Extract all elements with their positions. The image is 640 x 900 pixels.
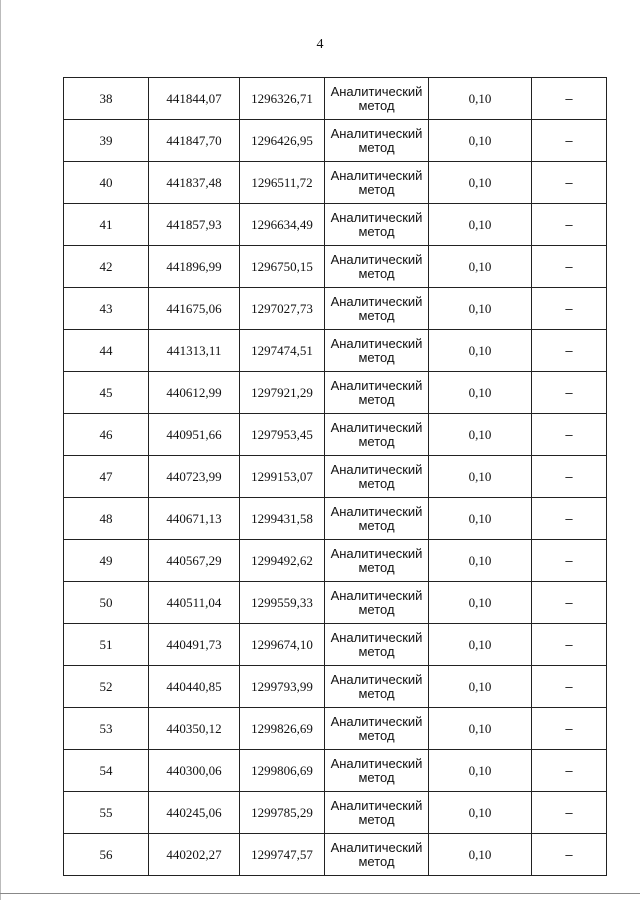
point-number-cell: 44 <box>64 330 149 372</box>
note-cell: – <box>532 120 607 162</box>
table-row <box>64 288 607 330</box>
note-cell: – <box>532 750 607 792</box>
method-cell <box>325 792 429 834</box>
note-cell: – <box>532 666 607 708</box>
x-coordinate-cell: 440202,27 <box>149 834 240 876</box>
note-cell: – <box>532 624 607 666</box>
y-coordinate-cell: 1299793,99 <box>240 666 325 708</box>
accuracy-cell: 0,10 <box>429 792 532 834</box>
method-line-2: метод <box>358 307 395 323</box>
y-coordinate-cell: 1299747,57 <box>240 834 325 876</box>
method-cell <box>325 498 429 540</box>
note-cell: – <box>532 204 607 246</box>
accuracy-cell: 0,10 <box>429 78 532 120</box>
accuracy-cell: 0,10 <box>429 834 532 876</box>
y-coordinate-cell: 1296750,15 <box>240 246 325 288</box>
table-row <box>64 666 607 708</box>
y-coordinate-cell: 1299826,69 <box>240 708 325 750</box>
method-line-2: метод <box>358 223 395 239</box>
y-coordinate-cell: 1299806,69 <box>240 750 325 792</box>
table-row <box>64 540 607 582</box>
method-cell <box>325 624 429 666</box>
note-cell: – <box>532 372 607 414</box>
table-row <box>64 372 607 414</box>
method-line-1: Аналитический <box>330 545 423 561</box>
x-coordinate-cell: 440300,06 <box>149 750 240 792</box>
method-cell <box>325 246 429 288</box>
method-line-2: метод <box>358 433 395 449</box>
y-coordinate-cell: 1296511,72 <box>240 162 325 204</box>
method-line-2: метод <box>358 349 395 365</box>
note-cell: – <box>532 582 607 624</box>
table-row <box>64 162 607 204</box>
table-row <box>64 624 607 666</box>
method-line-2: метод <box>358 139 395 155</box>
method-line-2: метод <box>358 643 395 659</box>
note-cell: – <box>532 330 607 372</box>
table-row <box>64 246 607 288</box>
y-coordinate-cell: 1299785,29 <box>240 792 325 834</box>
method-line-1: Аналитический <box>330 251 423 267</box>
x-coordinate-cell: 441837,48 <box>149 162 240 204</box>
method-cell <box>325 372 429 414</box>
method-line-2: метод <box>358 727 395 743</box>
table-row <box>64 456 607 498</box>
note-cell: – <box>532 708 607 750</box>
note-cell: – <box>532 162 607 204</box>
table-row <box>64 414 607 456</box>
y-coordinate-cell: 1299153,07 <box>240 456 325 498</box>
accuracy-cell: 0,10 <box>429 750 532 792</box>
x-coordinate-cell: 440612,99 <box>149 372 240 414</box>
scan-bottom-edge <box>0 893 640 894</box>
method-line-2: метод <box>358 685 395 701</box>
method-line-1: Аналитический <box>330 503 423 519</box>
point-number-cell: 55 <box>64 792 149 834</box>
x-coordinate-cell: 440567,29 <box>149 540 240 582</box>
note-cell: – <box>532 540 607 582</box>
method-line-2: метод <box>358 769 395 785</box>
y-coordinate-cell: 1299674,10 <box>240 624 325 666</box>
point-number-cell: 40 <box>64 162 149 204</box>
x-coordinate-cell: 440951,66 <box>149 414 240 456</box>
x-coordinate-cell: 440440,85 <box>149 666 240 708</box>
point-number-cell: 56 <box>64 834 149 876</box>
point-number-cell: 41 <box>64 204 149 246</box>
method-line-1: Аналитический <box>330 797 423 813</box>
note-cell: – <box>532 834 607 876</box>
x-coordinate-cell: 440491,73 <box>149 624 240 666</box>
note-cell: – <box>532 498 607 540</box>
method-cell <box>325 288 429 330</box>
table-row <box>64 330 607 372</box>
x-coordinate-cell: 440723,99 <box>149 456 240 498</box>
method-cell <box>325 708 429 750</box>
method-line-2: метод <box>358 517 395 533</box>
accuracy-cell: 0,10 <box>429 288 532 330</box>
accuracy-cell: 0,10 <box>429 456 532 498</box>
point-number-cell: 51 <box>64 624 149 666</box>
x-coordinate-cell: 441844,07 <box>149 78 240 120</box>
method-line-1: Аналитический <box>330 587 423 603</box>
method-line-2: метод <box>358 475 395 491</box>
point-number-cell: 42 <box>64 246 149 288</box>
note-cell: – <box>532 792 607 834</box>
method-line-1: Аналитический <box>330 377 423 393</box>
accuracy-cell: 0,10 <box>429 708 532 750</box>
method-line-2: метод <box>358 853 395 869</box>
table-row <box>64 204 607 246</box>
method-cell <box>325 414 429 456</box>
method-cell <box>325 330 429 372</box>
table-row <box>64 750 607 792</box>
y-coordinate-cell: 1297027,73 <box>240 288 325 330</box>
x-coordinate-cell: 441675,06 <box>149 288 240 330</box>
point-number-cell: 45 <box>64 372 149 414</box>
accuracy-cell: 0,10 <box>429 624 532 666</box>
method-cell <box>325 666 429 708</box>
coordinates-table <box>63 77 607 876</box>
method-line-1: Аналитический <box>330 167 423 183</box>
accuracy-cell: 0,10 <box>429 582 532 624</box>
x-coordinate-cell: 440245,06 <box>149 792 240 834</box>
method-line-2: метод <box>358 601 395 617</box>
method-cell <box>325 582 429 624</box>
point-number-cell: 52 <box>64 666 149 708</box>
point-number-cell: 43 <box>64 288 149 330</box>
method-line-1: Аналитический <box>330 629 423 645</box>
y-coordinate-cell: 1296634,49 <box>240 204 325 246</box>
accuracy-cell: 0,10 <box>429 162 532 204</box>
point-number-cell: 47 <box>64 456 149 498</box>
method-cell <box>325 456 429 498</box>
y-coordinate-cell: 1297474,51 <box>240 330 325 372</box>
point-number-cell: 39 <box>64 120 149 162</box>
x-coordinate-cell: 440350,12 <box>149 708 240 750</box>
method-line-1: Аналитический <box>330 335 423 351</box>
accuracy-cell: 0,10 <box>429 246 532 288</box>
accuracy-cell: 0,10 <box>429 414 532 456</box>
point-number-cell: 49 <box>64 540 149 582</box>
note-cell: – <box>532 246 607 288</box>
x-coordinate-cell: 441896,99 <box>149 246 240 288</box>
method-line-1: Аналитический <box>330 839 423 855</box>
x-coordinate-cell: 441857,93 <box>149 204 240 246</box>
y-coordinate-cell: 1296326,71 <box>240 78 325 120</box>
method-cell <box>325 78 429 120</box>
accuracy-cell: 0,10 <box>429 498 532 540</box>
method-line-1: Аналитический <box>330 125 423 141</box>
note-cell: – <box>532 78 607 120</box>
table-row <box>64 582 607 624</box>
y-coordinate-cell: 1299431,58 <box>240 498 325 540</box>
table-row <box>64 708 607 750</box>
method-cell <box>325 834 429 876</box>
method-line-2: метод <box>358 181 395 197</box>
accuracy-cell: 0,10 <box>429 330 532 372</box>
x-coordinate-cell: 440511,04 <box>149 582 240 624</box>
table-row <box>64 78 607 120</box>
table-row <box>64 120 607 162</box>
method-line-1: Аналитический <box>330 713 423 729</box>
x-coordinate-cell: 441847,70 <box>149 120 240 162</box>
method-line-1: Аналитический <box>330 419 423 435</box>
point-number-cell: 53 <box>64 708 149 750</box>
x-coordinate-cell: 441313,11 <box>149 330 240 372</box>
point-number-cell: 46 <box>64 414 149 456</box>
point-number-cell: 48 <box>64 498 149 540</box>
accuracy-cell: 0,10 <box>429 120 532 162</box>
accuracy-cell: 0,10 <box>429 666 532 708</box>
note-cell: – <box>532 288 607 330</box>
note-cell: – <box>532 456 607 498</box>
method-line-2: метод <box>358 391 395 407</box>
method-line-2: метод <box>358 265 395 281</box>
x-coordinate-cell: 440671,13 <box>149 498 240 540</box>
method-line-1: Аналитический <box>330 671 423 687</box>
y-coordinate-cell: 1296426,95 <box>240 120 325 162</box>
method-line-1: Аналитический <box>330 293 423 309</box>
y-coordinate-cell: 1297921,29 <box>240 372 325 414</box>
point-number-cell: 54 <box>64 750 149 792</box>
point-number-cell: 50 <box>64 582 149 624</box>
note-cell: – <box>532 414 607 456</box>
table-row <box>64 834 607 876</box>
method-line-1: Аналитический <box>330 209 423 225</box>
method-cell <box>325 162 429 204</box>
page-number: 4 <box>316 37 324 52</box>
method-cell <box>325 120 429 162</box>
method-line-1: Аналитический <box>330 755 423 771</box>
method-line-2: метод <box>358 559 395 575</box>
accuracy-cell: 0,10 <box>429 204 532 246</box>
table-row <box>64 792 607 834</box>
method-line-2: метод <box>358 97 395 113</box>
method-line-2: метод <box>358 811 395 827</box>
method-line-1: Аналитический <box>330 83 423 99</box>
method-line-1: Аналитический <box>330 461 423 477</box>
accuracy-cell: 0,10 <box>429 372 532 414</box>
scan-left-edge <box>0 0 1 900</box>
y-coordinate-cell: 1299492,62 <box>240 540 325 582</box>
y-coordinate-cell: 1297953,45 <box>240 414 325 456</box>
table-row <box>64 498 607 540</box>
point-number-cell: 38 <box>64 78 149 120</box>
method-cell <box>325 540 429 582</box>
method-cell <box>325 204 429 246</box>
y-coordinate-cell: 1299559,33 <box>240 582 325 624</box>
method-cell <box>325 750 429 792</box>
accuracy-cell: 0,10 <box>429 540 532 582</box>
